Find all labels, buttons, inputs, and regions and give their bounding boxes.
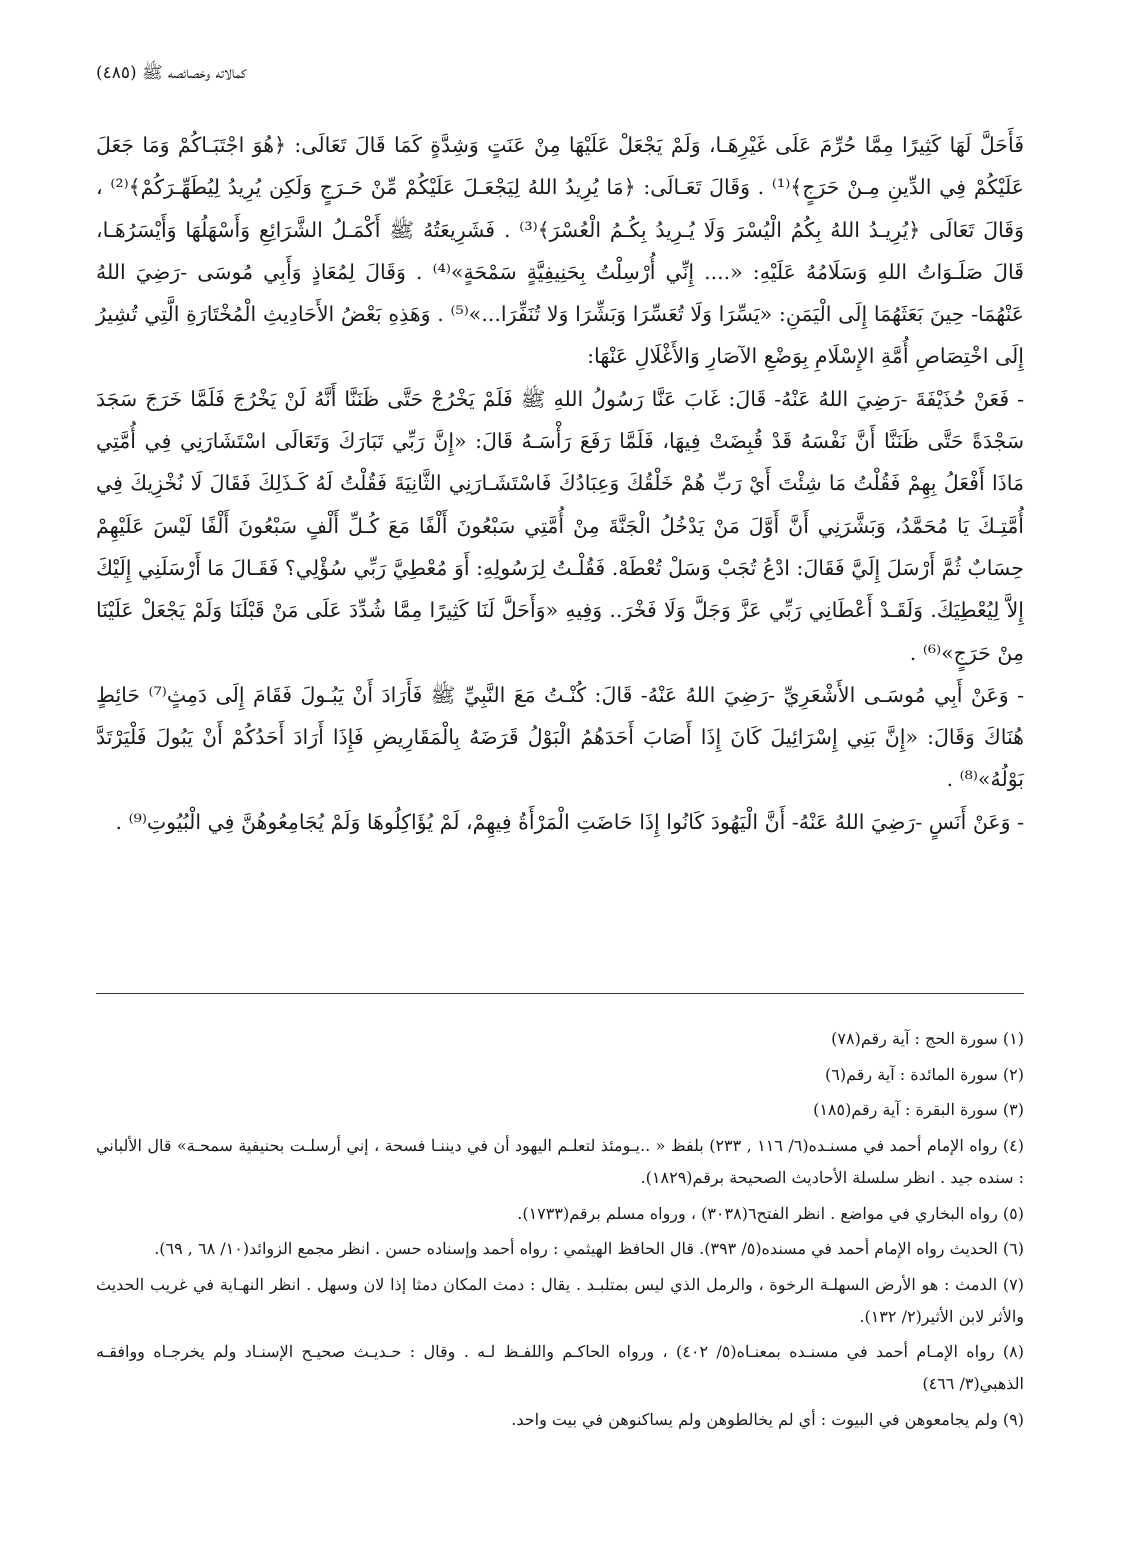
- footnote: (٢) سورة المائدة : آية رقم(٦): [825, 1064, 1024, 1084]
- footnote: (٨) رواه الإمـام أحمد في مسنـده بمعنـاه(٥/ ٤٠٢) ، ورواه الحاكـم واللفـظ لـه . وقال : حـديـث صحيـح الإسنـاد ولم يخرجـاه ووافقـه الذهبي(٣/ ٤٦٦): [96, 1342, 1025, 1394]
- page-number: (٤٨٥): [96, 63, 137, 83]
- body-paragraph: - وَعَنْ أَبِي مُوسَـى الأَشْعَرِيِّ -رَضِيَ اللهُ عَنْهُ- قَالَ: كُنْـتُ مَعَ النَّبِيِّ ﷺ فَأَرَادَ أَنْ يَبُـولَ فَقَامَ إِلَى دَمِثٍ⁽⁷⁾ حَائِطٍ هُنَاكَ وَقَالَ: «إِنَّ بَنِي إِسْرَائِيلَ كَانَ إِذَا أَصَابَ أَحَدَهُمُ الْبَوْلُ قَرَضَهُ بِالْمَقَارِيضِ فَإِذَا أَرَادَ أَحَدُكُمْ أَنْ يَبُولَ فَلْيَرْتَدَّ بَوْلُهُ»⁽⁸⁾ .: [96, 682, 1024, 792]
- body-paragraph: - وَعَنْ أَنَسٍ -رَضِيَ اللهُ عَنْهُ- أَنَّ الْيَهُودَ كَانُوا إِذَا حَاضَتِ الْمَرْأَةُ فِيهِمْ، لَمْ يُؤَاكِلُوهَا وَلَمْ يُجَامِعُوهُنَّ فِي الْبُيُوتِ⁽⁹⁾ .: [115, 809, 1024, 834]
- running-title: كمالاته وخصائصه ﷺ: [142, 63, 247, 83]
- main-text: [96, 124, 1024, 843]
- footnote: (٣) سورة البقرة : آية رقم(١٨٥): [813, 1100, 1024, 1120]
- body-paragraph: فَأَحَلَّ لَهَا كَثِيرًا مِمَّا حُرِّمَ عَلَى غَيْرِهَـا، وَلَمْ يَجْعَلْ عَلَيْهَا مِنْ عَنَتٍ وَشِدَّةٍ كَمَا قَالَ تَعَالَى: ﴿هُوَ اجْتَبَـاكُمْ وَمَا جَعَلَ عَلَيْكُمْ فِي الدِّينِ مِـنْ حَرَجٍ﴾⁽¹⁾ . وَقَالَ تَعَـالَى: ﴿مَا يُرِيدُ اللهُ لِيَجْعَـلَ عَلَيْكُمْ مِّنْ حَـرَجٍ وَلَكِن يُرِيدُ لِيُطَهِّـرَكُمْ﴾⁽²⁾ ، وَقَالَ تَعَالَى ﴿يُرِيـدُ اللهُ بِكُمُ الْيُسْرَ وَلَا يُـرِيدُ بِكُـمُ الْعُسْرَ﴾⁽³⁾ . فَشَرِيعَتُهُ ﷺ أَكْمَـلُ الشَّرَائِعِ وَأَسْهَلُهَا وَأَيْسَرُهَـا، قَالَ صَلَـوَاتُ اللهِ وَسَلَامُهُ عَلَيْهِ: «.... إِنِّي أُرْسِلْتُ بِحَنِيفِيَّةٍ سَمْحَةٍ»⁽⁴⁾ . وَقَالَ لِمُعَاذٍ وَأَبِي مُوسَى -رَضِيَ اللهُ عَنْهُمَا- حِينَ بَعَثَهُمَا إِلَى الْيَمَنِ: «يَسِّرَا وَلَا تُعَسِّرَا وَبَشِّرَا وَلا تُنَفِّرَا...»⁽⁵⁾ . وَهَذِهِ بَعْضُ الأَحَادِيثِ الْمُخْتَارَةِ الَّتِي تُشِيرُ إِلَى اخْتِصَاصِ أُمَّةِ الإِسْلَامِ بِوَضْعِ الآصَارِ وَالأَغْلَالِ عَنْهَا:: [96, 133, 1024, 369]
- footnote: (٩) ولم يجامعوهن في البيوت : أي لم يخالطوهن ولم يساكنوهن في بيت واحد.: [511, 1409, 1024, 1429]
- running-header: [96, 62, 246, 87]
- footnotes: [96, 1023, 1024, 1439]
- footnote: (٦) الحديث رواه الإمام أحمد في مسنده(٥/ ٣٩٣). قال الحافظ الهيثمي : رواه أحمد وإسناده حسن . انظر مجمع الزوائد(١٠/ ٦٨ , ٦٩).: [154, 1239, 1024, 1259]
- footnote-separator: [96, 993, 1024, 994]
- body-paragraph: - فَعَنْ حُذَيْفَةَ -رَضِيَ اللهُ عَنْهُ- قَالَ: غَابَ عَنَّا رَسُولُ اللهِ ﷺ فَلَمْ يَخْرُجْ حَتَّى ظَنَنَّا أَنَّهُ لَنْ يَخْرُجَ فَلَمَّا خَرَجَ سَجَدَ سَجْدَةً حَتَّى ظَنَنَّا أَنَّ نَفْسَهُ قَدْ قُبِضَتْ فِيهَا، فَلَمَّا رَفَعَ رَأْسَـهُ قَالَ: «إِنَّ رَبِّي تَبَارَكَ وَتَعَالَى اسْتَشَارَنِي فِي أُمَّتِي مَاذَا أَفْعَلُ بِهِمْ فَقُلْتُ مَا شِئْتَ أَيْ رَبِّ هُمْ خَلْقُكَ وَعِبَادُكَ فَاسْتَشَـارَنِي الثَّانِيَةَ فَقُلْتُ لَهُ كَـذَلِكَ فَقَالَ لَا نُخْزِيكَ فِي أُمَّتِـكَ يَا مُحَمَّدُ، وَبَشَّرَنِي أَنَّ أَوَّلَ مَنْ يَدْخُلُ الْجَنَّةَ مِنْ أُمَّتِي سَبْعُونَ أَلْفًا مَعَ كُـلِّ أَلْفٍ سَبْعُونَ أَلْفًا لَيْسَ عَلَيْهِمْ حِسَابٌ ثُمَّ أَرْسَلَ إِلَيَّ فَقَالَ: ادْعُ تُجَبْ وَسَلْ تُعْطَهْ. فَقُلْـتُ لِرَسُولِهِ: أَوَ مُعْطِيَّ رَبِّي سُؤْلِي؟ فَقَـالَ مَا أَرْسَلَنِي إِلَيْكَ إِلاَّ لِيُعْطِيَكَ. وَلَقَـدْ أَعْطَانِي رَبِّي عَزَّ وَجَلَّ وَلَا فَخْرَ.. وَفِيهِ «وَأَحَلَّ لَنَا كَثِيرًا مِمَّا شُدِّدَ عَلَى مَنْ قَبْلَنَا وَلَمْ يَجْعَلْ عَلَيْنَا مِنْ حَرَجٍ»⁽⁶⁾ .: [96, 386, 1024, 665]
- footnote: (٥) رواه البخاري في مواضع . انظر الفتح٦(٣٠٣٨) ، ورواه مسلم برقم(١٧٣٣).: [517, 1203, 1024, 1223]
- footnote: (١) سورة الحج : آية رقم(٧٨): [831, 1029, 1024, 1048]
- footnote: (٧) الدمث : هو الأرض السهلـة الرخوة ، والرمل الذي ليس بمتلبـد . يقال : دمث المكان دمثا إذا لان وسهل . انظر النهـاية في غريب الحديث والأثر لابن الأثير(٢/ ١٣٢).: [96, 1274, 1024, 1326]
- footnote: (٤) رواه الإمام أحمد في مسنـده(٦/ ١١٦ , ٢٣٣) بلفظ « ..يـومئذ لتعلـم اليهود أن في ديننـا فسحة ، إني أرسلـت بحنيفية سمحـة» قال الألباني : سنده جيد . انظر سلسلة الأحاديث الصحيحة برقم(١٨٢٩).: [96, 1136, 1024, 1187]
